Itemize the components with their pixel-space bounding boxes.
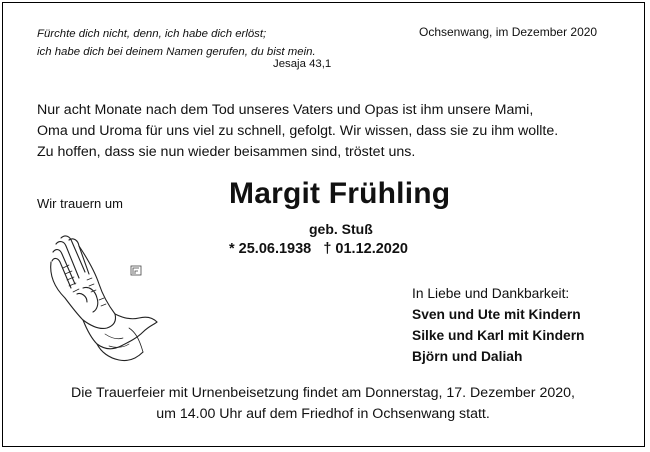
birth-name: geb. Stuß	[309, 221, 373, 237]
family-1: Sven und Ute mit Kindern	[412, 307, 581, 322]
thanks-heading: In Liebe und Dankbarkeit:	[412, 286, 570, 301]
place-date: Ochsenwang, im Dezember 2020	[419, 25, 598, 39]
thanks-block	[412, 283, 585, 367]
family-3: Björn und Daliah	[412, 349, 523, 364]
intro-line-3: Zu hoffen, dass sie nun wieder beisammen sind, tröstet uns.	[37, 144, 416, 160]
praying-hands-image	[39, 228, 169, 368]
intro-text	[37, 100, 558, 163]
verse-reference: Jesaja 43,1	[273, 58, 332, 70]
obituary-notice	[2, 2, 645, 447]
funeral-line-2: um 14.00 Uhr auf dem Friedhof in Ochsenwang statt.	[156, 406, 490, 422]
bible-verse	[37, 25, 316, 61]
intro-line-1: Nur acht Monate nach dem Tod unseres Vaters und Opas ist ihm unsere Mami,	[37, 102, 534, 118]
intro-line-2: Oma und Uroma für uns viel zu schnell, gefolgt. Wir wissen, dass sie zu ihm wollte.	[37, 123, 559, 139]
verse-line-1: Fürchte dich nicht, denn, ich habe dich erlöst;	[37, 28, 267, 40]
deceased-name: Margit Frühling	[229, 177, 451, 210]
funeral-line-1: Die Trauerfeier mit Urnenbeisetzung findet am Donnerstag, 17. Dezember 2020,	[71, 385, 575, 401]
verse-line-2: ich habe dich bei deinem Namen gerufen, du bist mein.	[37, 46, 316, 58]
funeral-info	[3, 383, 643, 425]
life-dates: * 25.06.1938 † 01.12.2020	[229, 241, 408, 257]
family-2: Silke und Karl mit Kindern	[412, 328, 585, 343]
mourn-text: Wir trauern um	[37, 196, 123, 211]
